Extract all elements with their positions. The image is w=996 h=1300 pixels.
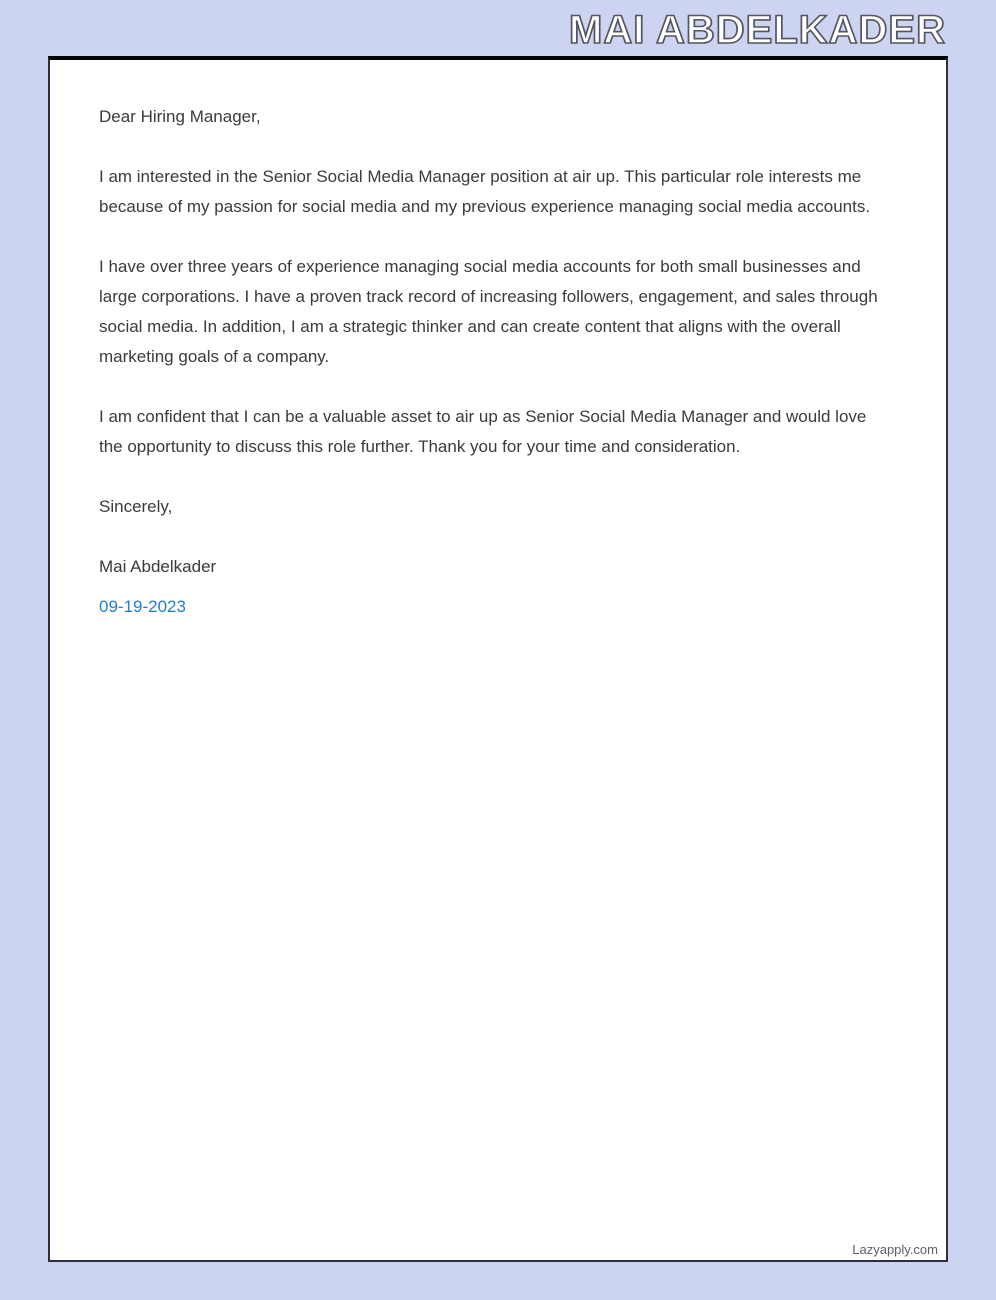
paragraph-closing-pitch: I am confident that I can be a valuable asset to air up as Senior Social Media Manager and would love the opportunity to discuss this role further. Thank you for your time and consideration. — [99, 407, 867, 456]
closing: Sincerely, — [99, 497, 173, 516]
paragraph-intro: I am interested in the Senior Social Media Manager position at air up. This particular role interests me because of my passion for social media and my previous experience managing social media accounts. — [99, 167, 871, 216]
paragraph-experience: I have over three years of experience managing social media accounts for both small businesses and large corporations. I have a proven track record of increasing followers, engagement, and sales through social media. In addition, I am a strategic thinker and can create content that aligns with the overall marketing goals of a company. — [99, 257, 878, 366]
watermark: Lazyapply.com — [852, 1242, 938, 1257]
signature-name: Mai Abdelkader — [99, 557, 217, 576]
letter-body — [50, 60, 946, 622]
page-title: MAI ABDELKADER — [569, 8, 946, 52]
letter-page — [48, 56, 948, 1262]
salutation: Dear Hiring Manager, — [99, 107, 261, 126]
date-link[interactable]: 09-19-2023 — [99, 597, 186, 616]
